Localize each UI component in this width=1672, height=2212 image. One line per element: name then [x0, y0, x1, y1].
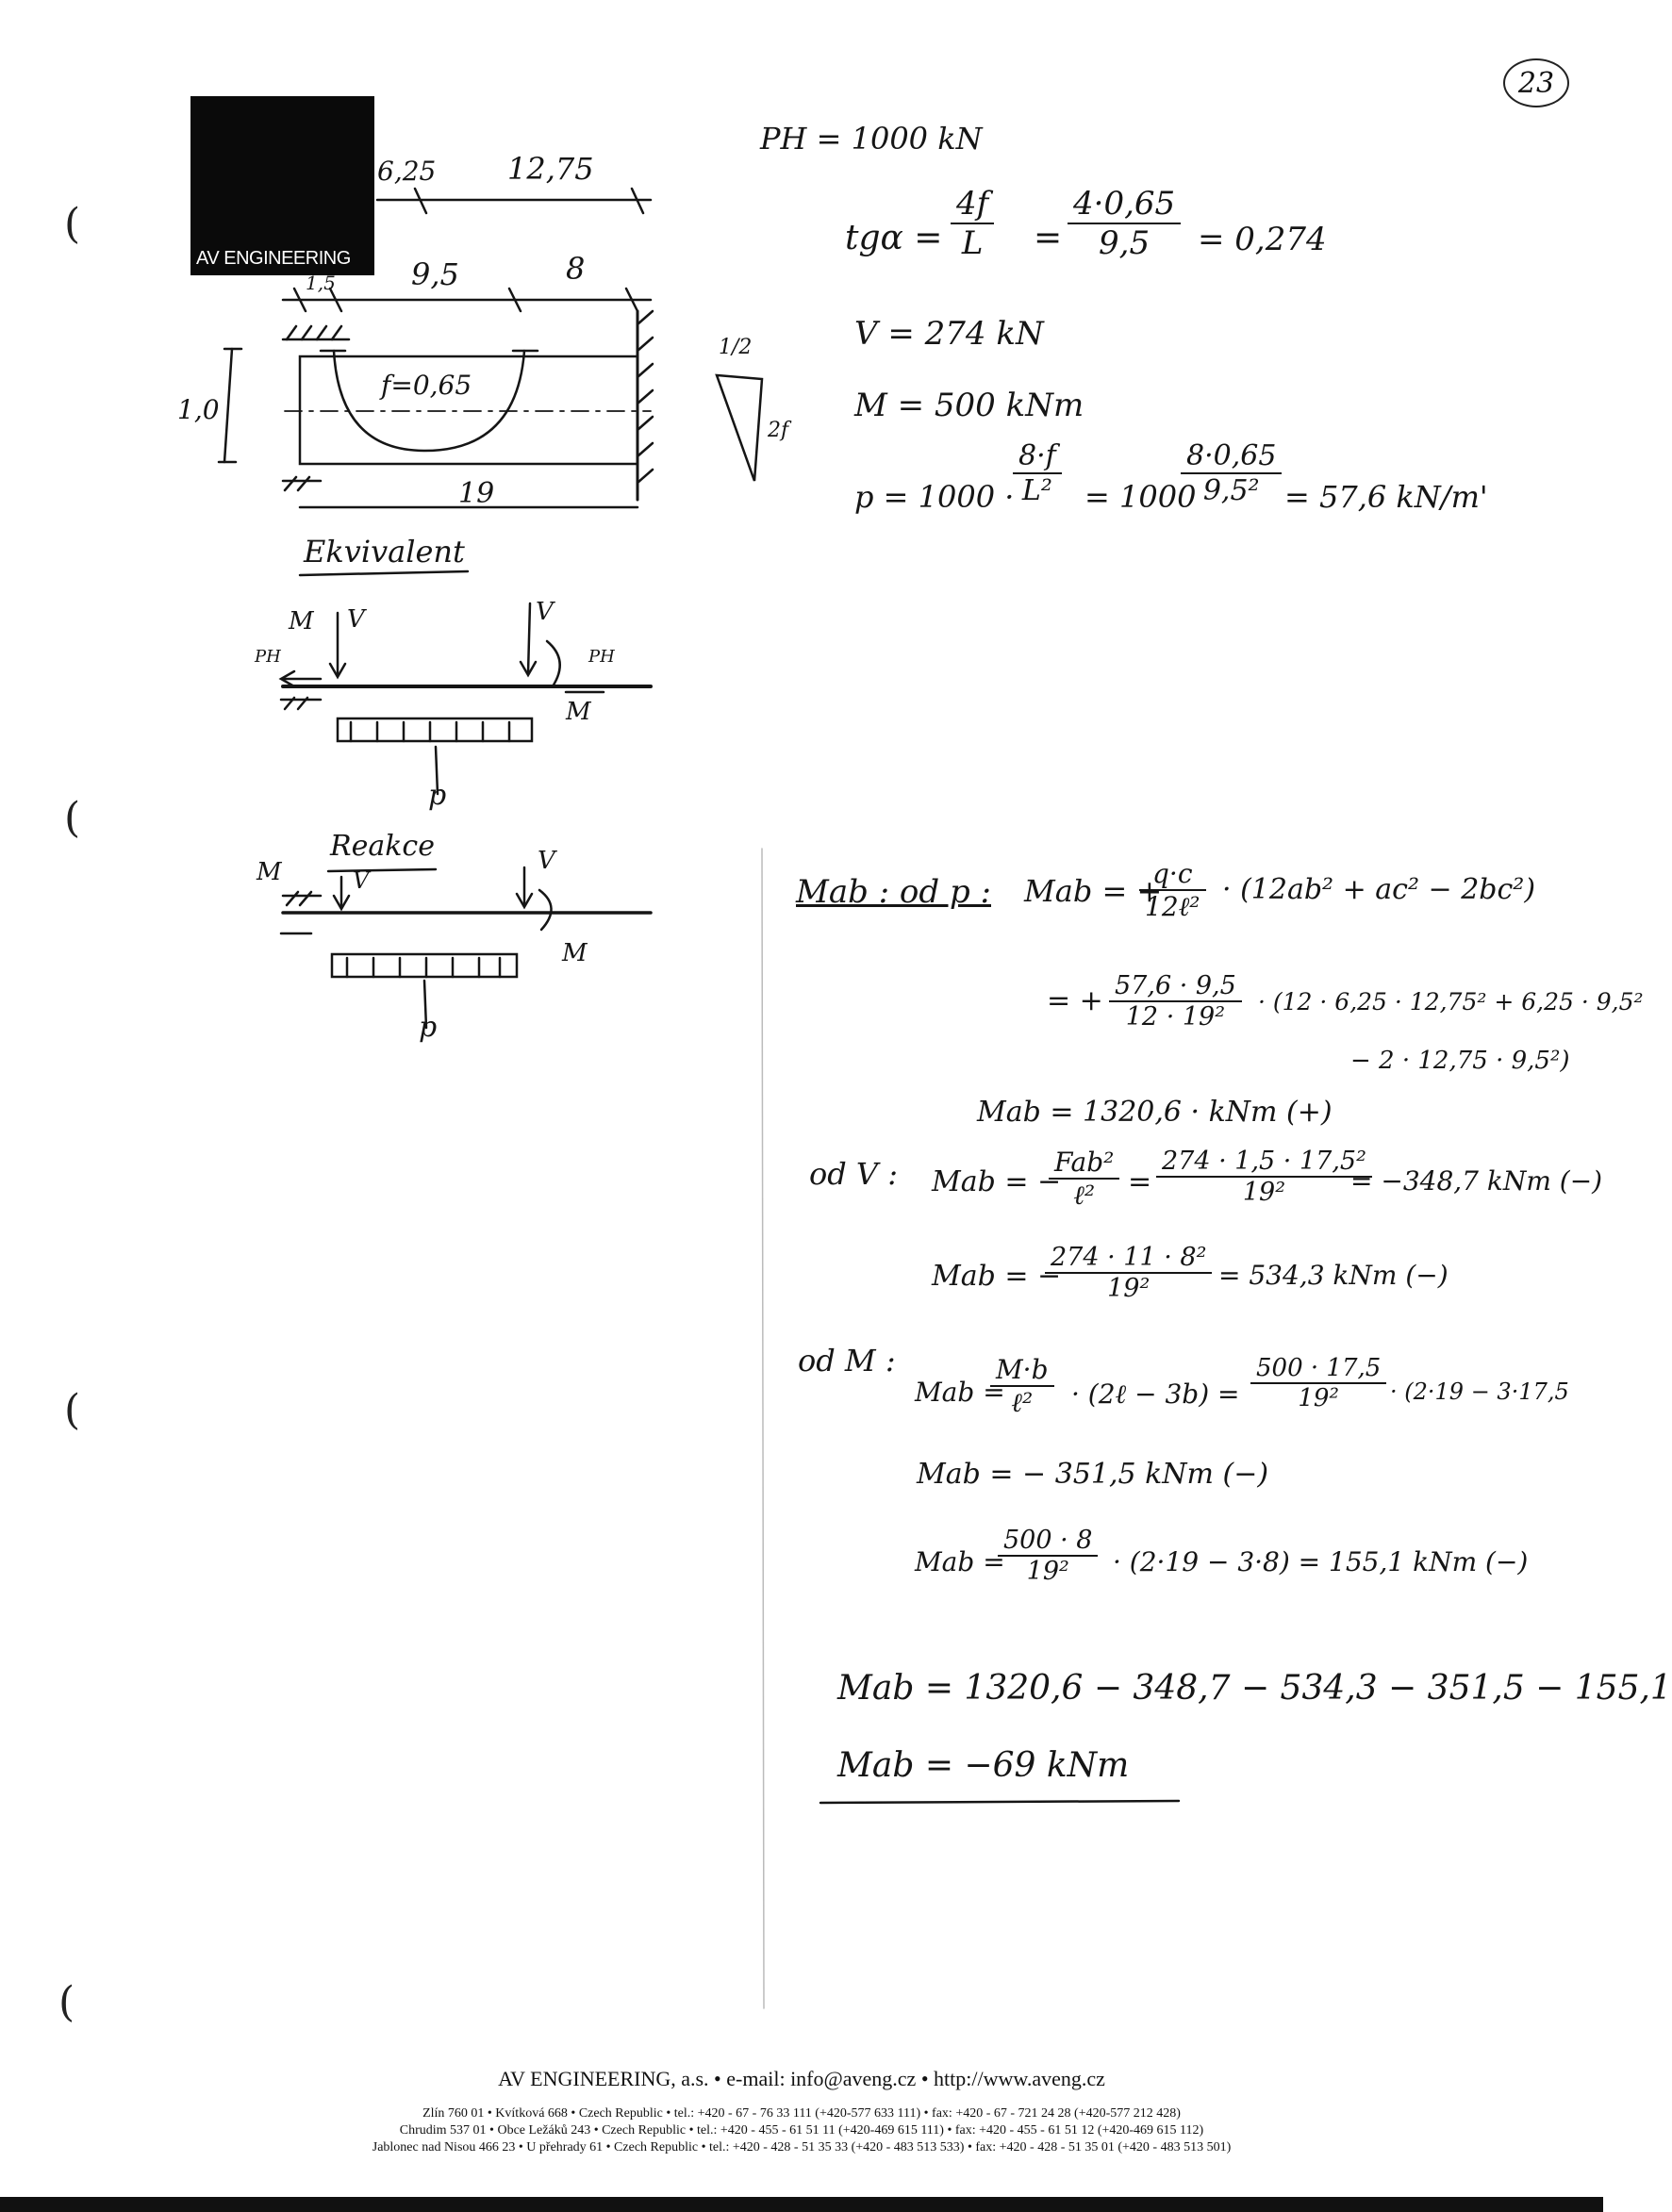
denominator: 19²: [1026, 1557, 1069, 1586]
tg-fraction-2: [1068, 185, 1181, 262]
odm2-line: Mab = − 351,5 kNm (−): [917, 1458, 1269, 1491]
page-number-text: 23: [1517, 66, 1555, 100]
mab-title: Mab : od p :: [796, 873, 991, 911]
denominator: 12 · 19²: [1125, 1002, 1226, 1032]
odv2-result: = 534,3 kNm (−): [1218, 1260, 1449, 1291]
equals-sign: =: [1034, 219, 1063, 257]
load-label: p: [419, 1011, 438, 1044]
dim-label: 1,5: [306, 272, 336, 294]
p-fraction-1: [1013, 439, 1062, 507]
mab3-line: − 2 · 12,75 · 9,5²): [1350, 1047, 1570, 1075]
mab-rest: · (12ab² + ac² − 2bc²): [1222, 873, 1536, 906]
shear-label: V: [538, 847, 555, 875]
denominator: ℓ²: [1073, 1180, 1096, 1211]
center-fold-line: [762, 849, 764, 2008]
numerator: 4·0,65: [1068, 185, 1181, 224]
numerator: q·c: [1139, 858, 1206, 891]
shear-value-line: V = 274 kN: [854, 315, 1044, 353]
mab2-fraction: [1109, 971, 1242, 1032]
odm3-fraction: [998, 1526, 1098, 1586]
diagram-label: 1/2: [719, 336, 753, 359]
denominator: 19²: [1242, 1178, 1286, 1207]
footer-address-chrudim: Chrudim 537 01 • Obce Ležáků 243 • Czech Republic • tel.: +420 - 455 - 61 51 11 (+420-469 615 111) • fax: +420 - 455 - 61 51 12 (+420-469 615 112): [399, 2123, 1204, 2138]
load-label: p: [428, 779, 447, 812]
sum-line: Mab = 1320,6 − 348,7 − 534,3 − 351,5 − 155,1: [837, 1669, 1672, 1708]
dim-label: 6,25: [377, 156, 437, 187]
binder-mark: (: [64, 794, 81, 842]
shear-label: V: [353, 867, 370, 894]
tg-result: = 0,274: [1198, 221, 1327, 258]
moment-label: M: [257, 858, 282, 886]
diagram-triangle: [717, 375, 762, 481]
numerator: 274 · 11 · 8²: [1045, 1243, 1212, 1274]
odm-mid: · (2ℓ − 3b) =: [1071, 1378, 1240, 1410]
numerator: 8·f: [1013, 439, 1062, 474]
odm3-lhs: Mab =: [915, 1546, 1005, 1577]
horizontal-force-label: PH: [255, 647, 281, 667]
length-label: 19: [458, 477, 495, 510]
dim-label: 8: [566, 251, 586, 287]
denominator: 9,5²: [1202, 474, 1260, 507]
diagram-label: 2f: [768, 419, 789, 442]
odv2-lhs: Mab = −: [932, 1260, 1062, 1293]
horizontal-force-line: PH = 1000 kN: [760, 121, 983, 157]
numerator: Fab²: [1049, 1147, 1119, 1180]
odm-lhs: Mab =: [915, 1377, 1005, 1408]
numerator: 274 · 1,5 · 17,5²: [1156, 1147, 1372, 1178]
tg-lhs: tgα =: [845, 219, 943, 257]
mab-result: Mab = 1320,6 · kNm (+): [977, 1096, 1333, 1129]
scan-edge-bar: [0, 2197, 1603, 2212]
p-lhs: p = 1000 ·: [854, 479, 1015, 515]
denominator: 9,5: [1099, 224, 1151, 262]
odm-rest: · (2·19 − 3·17,5: [1390, 1378, 1569, 1405]
mab2-lhs: = +: [1047, 984, 1103, 1017]
denominator: ℓ²: [1011, 1387, 1034, 1418]
odm-title: od M :: [798, 1343, 896, 1378]
p-fraction-2: [1181, 439, 1282, 507]
odv-fraction-1: [1049, 1147, 1119, 1212]
mab2-rest: · (12 · 6,25 · 12,75² + 6,25 · 9,5²: [1258, 988, 1644, 1015]
denominator: L²: [1021, 474, 1052, 507]
dim-label: 9,5: [411, 256, 459, 292]
horizontal-force-label: PH: [588, 647, 615, 667]
height-label: 1,0: [177, 394, 220, 425]
mab-lhs: Mab = +: [1024, 873, 1163, 909]
denominator: L: [961, 224, 984, 262]
reaction-heading: Reakce: [330, 830, 435, 863]
numerator: 500 · 17,5: [1250, 1354, 1386, 1384]
denominator: 19²: [1107, 1274, 1151, 1303]
odm-fraction-2: [1250, 1354, 1386, 1412]
odv-fraction-2: [1156, 1147, 1372, 1207]
moment-label: M: [289, 607, 314, 636]
arch-label: f=0,65: [381, 370, 472, 401]
equivalent-heading: Ekvivalent: [304, 534, 465, 570]
odv-result: = −348,7 kNm (−): [1350, 1165, 1603, 1197]
binder-mark: (: [64, 1386, 81, 1434]
denominator: 19²: [1298, 1384, 1339, 1412]
tg-fraction-1: [951, 185, 994, 262]
odm-fraction-1: [990, 1354, 1054, 1419]
moment-label: M: [562, 939, 588, 967]
numerator: 57,6 · 9,5: [1109, 971, 1242, 1002]
odv-lhs: Mab = −: [932, 1165, 1062, 1198]
dim-label: 12,75: [507, 151, 594, 187]
footer-company-line: AV ENGINEERING, a.s. • e-mail: info@aveng.cz • http://www.aveng.cz: [498, 2067, 1105, 2090]
p-result: = 57,6 kN/m': [1284, 479, 1488, 515]
load-block: [338, 718, 532, 741]
numerator: 8·0,65: [1181, 439, 1282, 474]
moment-value-line: M = 500 kNm: [854, 387, 1084, 424]
result-underline: [820, 1801, 1179, 1803]
shear-label: V: [347, 605, 365, 634]
shear-label: V: [536, 598, 554, 626]
numerator: M·b: [990, 1354, 1054, 1387]
final-result: Mab = −69 kNm: [837, 1746, 1130, 1785]
odv2-fraction: [1045, 1243, 1212, 1303]
numerator: 500 · 8: [998, 1526, 1098, 1557]
binder-mark: (: [64, 200, 81, 248]
height-dimension: [224, 349, 232, 462]
odm3-result: · (2·19 − 3·8) = 155,1 kNm (−): [1113, 1546, 1529, 1577]
p-mid: = 1000: [1084, 479, 1197, 515]
mab-fraction: [1139, 858, 1206, 923]
logo-text: AV ENGINEERING: [196, 248, 351, 269]
denominator: 12ℓ²: [1145, 891, 1200, 922]
numerator: 4f: [951, 185, 994, 224]
binder-mark: (: [58, 1978, 75, 2026]
equals-sign: =: [1128, 1165, 1152, 1198]
arch-curve: [334, 351, 524, 451]
footer-address-jablonec: Jablonec nad Nisou 466 23 • U přehrady 61 • Czech Republic • tel.: +420 - 428 - 51 35 33 (+420 - 483 513 533) • fax: +420 - 428 - 51 35 01 (+420 - 483 513 501): [372, 2140, 1232, 2154]
footer-address-zlin: Zlín 760 01 • Kvítková 668 • Czech Republic • tel.: +420 - 67 - 76 33 111 (+420-577 633 111) • fax: +420 - 67 - 721 24 28 (+420-577 212 428): [422, 2106, 1181, 2121]
moment-label: M: [566, 698, 591, 726]
reaction-load-block: [332, 954, 517, 977]
odv-title: od V :: [809, 1156, 898, 1192]
